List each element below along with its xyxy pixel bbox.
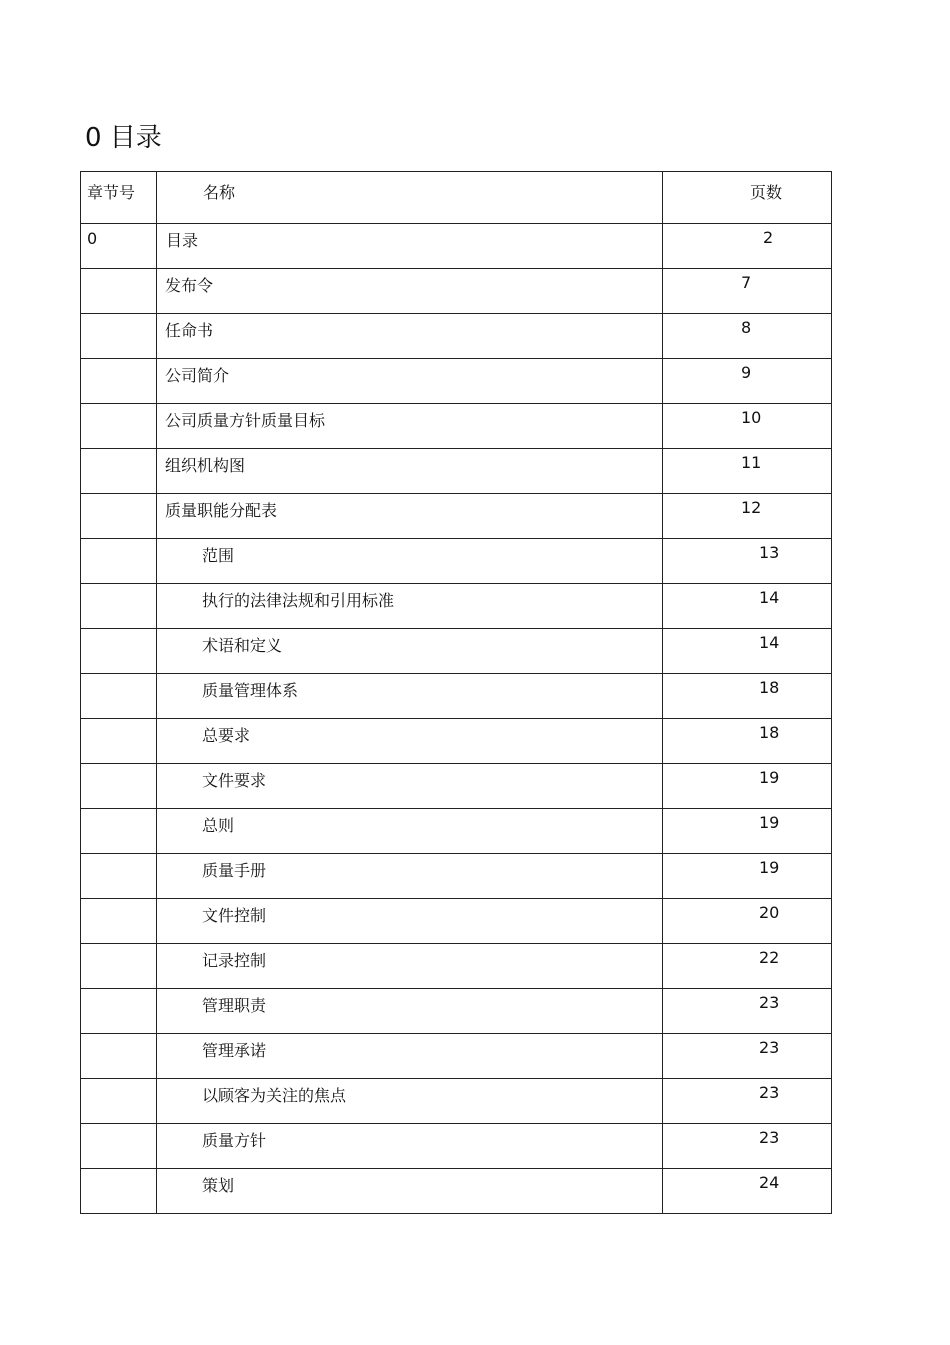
chapter-number [81, 899, 156, 904]
page-number: 18 [759, 723, 780, 742]
page-cell [663, 719, 832, 764]
name-cell [157, 1079, 663, 1124]
page-number: 14 [759, 588, 780, 607]
page-cell [663, 944, 832, 989]
page-number: 18 [759, 678, 780, 697]
page-cell [663, 404, 832, 449]
page-cell [663, 449, 832, 494]
name-cell [157, 674, 663, 719]
page-cell [663, 269, 832, 314]
section-name: 质量手册 [202, 861, 267, 880]
section-name: 公司质量方针质量目标 [165, 411, 326, 430]
chapter-number [81, 674, 156, 679]
name-cell [157, 944, 663, 989]
page-cell [663, 584, 832, 629]
section-name: 术语和定义 [202, 636, 283, 655]
name-cell [157, 629, 663, 674]
chapter-number [81, 764, 156, 769]
toc-header-row [81, 172, 832, 224]
name-cell [157, 269, 663, 314]
chapter-cell [81, 359, 157, 404]
page-cell [663, 674, 832, 719]
page-cell [663, 1034, 832, 1079]
chapter-number [81, 1079, 156, 1084]
chapter-number [81, 314, 156, 319]
table-row [81, 854, 832, 899]
chapter-cell [81, 584, 157, 629]
page-number: 20 [759, 903, 780, 922]
page-number: 23 [759, 1128, 780, 1147]
page-number: 9 [741, 363, 752, 382]
chapter-number [81, 1124, 156, 1129]
chapter-cell [81, 1169, 157, 1214]
name-cell [157, 899, 663, 944]
chapter-number [81, 584, 156, 589]
page-number: 23 [759, 1038, 780, 1057]
page-number: 24 [759, 1173, 780, 1192]
chapter-number [81, 719, 156, 724]
chapter-cell [81, 494, 157, 539]
section-name: 质量职能分配表 [165, 501, 278, 520]
chapter-cell [81, 854, 157, 899]
section-name: 记录控制 [202, 951, 267, 970]
chapter-number [81, 629, 156, 634]
table-row [81, 314, 832, 359]
chapter-cell [81, 809, 157, 854]
name-cell [157, 1124, 663, 1169]
table-row [81, 224, 832, 269]
name-cell [157, 854, 663, 899]
table-row [81, 269, 832, 314]
name-cell [157, 764, 663, 809]
chapter-number [81, 1034, 156, 1039]
section-name: 文件要求 [202, 771, 267, 790]
table-row [81, 359, 832, 404]
page-number: 22 [759, 948, 780, 967]
name-cell [157, 539, 663, 584]
section-name: 总要求 [202, 726, 251, 745]
chapter-cell [81, 404, 157, 449]
section-name: 任命书 [165, 321, 214, 340]
page-title: 0 目录 [85, 123, 162, 153]
chapter-number [81, 944, 156, 949]
table-row [81, 404, 832, 449]
page-cell [663, 1079, 832, 1124]
section-name: 以顾客为关注的焦点 [202, 1086, 347, 1105]
chapter-cell [81, 764, 157, 809]
chapter-cell [81, 1079, 157, 1124]
name-cell [157, 809, 663, 854]
section-name: 范围 [202, 546, 235, 565]
page-cell [663, 314, 832, 359]
table-row [81, 764, 832, 809]
table-row [81, 629, 832, 674]
page-number: 19 [759, 768, 780, 787]
page-cell [663, 629, 832, 674]
section-name: 组织机构图 [165, 456, 246, 475]
header-chapter-label: 章节号 [87, 183, 136, 202]
name-cell [157, 584, 663, 629]
page-cell [663, 539, 832, 584]
section-name: 公司简介 [165, 366, 230, 385]
header-name-label: 名称 [203, 183, 236, 202]
table-row [81, 449, 832, 494]
table-row [81, 989, 832, 1034]
table-row [81, 899, 832, 944]
chapter-cell [81, 944, 157, 989]
page-cell [663, 1124, 832, 1169]
table-row [81, 719, 832, 764]
chapter-cell [81, 269, 157, 314]
table-row [81, 1124, 832, 1169]
header-name [157, 172, 663, 224]
section-name: 总则 [202, 816, 235, 835]
chapter-number [81, 449, 156, 454]
chapter-cell [81, 449, 157, 494]
chapter-number [81, 359, 156, 364]
chapter-cell [81, 989, 157, 1034]
page-cell [663, 764, 832, 809]
page-cell [663, 359, 832, 404]
page-cell [663, 809, 832, 854]
page-number: 12 [741, 498, 762, 517]
chapter-cell [81, 539, 157, 584]
toc-table [80, 171, 832, 1214]
name-cell [157, 494, 663, 539]
table-row [81, 539, 832, 584]
section-name: 执行的法律法规和引用标准 [202, 591, 395, 610]
chapter-number [81, 494, 156, 499]
chapter-number [81, 854, 156, 859]
header-page [663, 172, 832, 224]
chapter-number [81, 269, 156, 274]
chapter-cell [81, 1124, 157, 1169]
table-row [81, 494, 832, 539]
name-cell [157, 404, 663, 449]
section-name: 发布令 [165, 276, 214, 295]
header-page-label: 页数 [750, 183, 783, 202]
section-name: 文件控制 [202, 906, 267, 925]
table-row [81, 944, 832, 989]
table-row [81, 1034, 832, 1079]
table-row [81, 1079, 832, 1124]
chapter-number [81, 1169, 156, 1174]
name-cell [157, 224, 663, 269]
section-name: 质量管理体系 [202, 681, 299, 700]
page-number: 13 [759, 543, 780, 562]
page-number: 14 [759, 633, 780, 652]
name-cell [157, 719, 663, 764]
chapter-number: 0 [87, 229, 98, 248]
name-cell [157, 989, 663, 1034]
section-name: 管理职责 [202, 996, 267, 1015]
page-number: 19 [759, 813, 780, 832]
toc-body [81, 224, 832, 1214]
name-cell [157, 359, 663, 404]
chapter-cell [81, 899, 157, 944]
page-number: 2 [763, 228, 774, 247]
name-cell [157, 314, 663, 359]
chapter-number [81, 539, 156, 544]
table-row [81, 1169, 832, 1214]
page-number: 19 [759, 858, 780, 877]
chapter-number [81, 989, 156, 994]
page-cell [663, 854, 832, 899]
table-row [81, 584, 832, 629]
chapter-cell [81, 719, 157, 764]
section-name: 策划 [202, 1176, 235, 1195]
page-cell [663, 899, 832, 944]
chapter-cell [81, 1034, 157, 1079]
chapter-number [81, 809, 156, 814]
page-number: 10 [741, 408, 762, 427]
page-cell [663, 989, 832, 1034]
chapter-number [81, 404, 156, 409]
page-number: 11 [741, 453, 762, 472]
page-cell [663, 224, 832, 269]
page-number: 23 [759, 993, 780, 1012]
chapter-cell [81, 224, 157, 269]
page-number: 7 [741, 273, 752, 292]
page-cell [663, 494, 832, 539]
section-name: 管理承诺 [202, 1041, 267, 1060]
page-number: 8 [741, 318, 752, 337]
table-row [81, 674, 832, 719]
chapter-cell [81, 674, 157, 719]
page-cell [663, 1169, 832, 1214]
section-name: 目录 [166, 231, 199, 250]
name-cell [157, 449, 663, 494]
page-number: 23 [759, 1083, 780, 1102]
name-cell [157, 1034, 663, 1079]
table-row [81, 809, 832, 854]
header-chapter [81, 172, 157, 224]
section-name: 质量方针 [202, 1131, 267, 1150]
name-cell [157, 1169, 663, 1214]
chapter-cell [81, 629, 157, 674]
chapter-cell [81, 314, 157, 359]
